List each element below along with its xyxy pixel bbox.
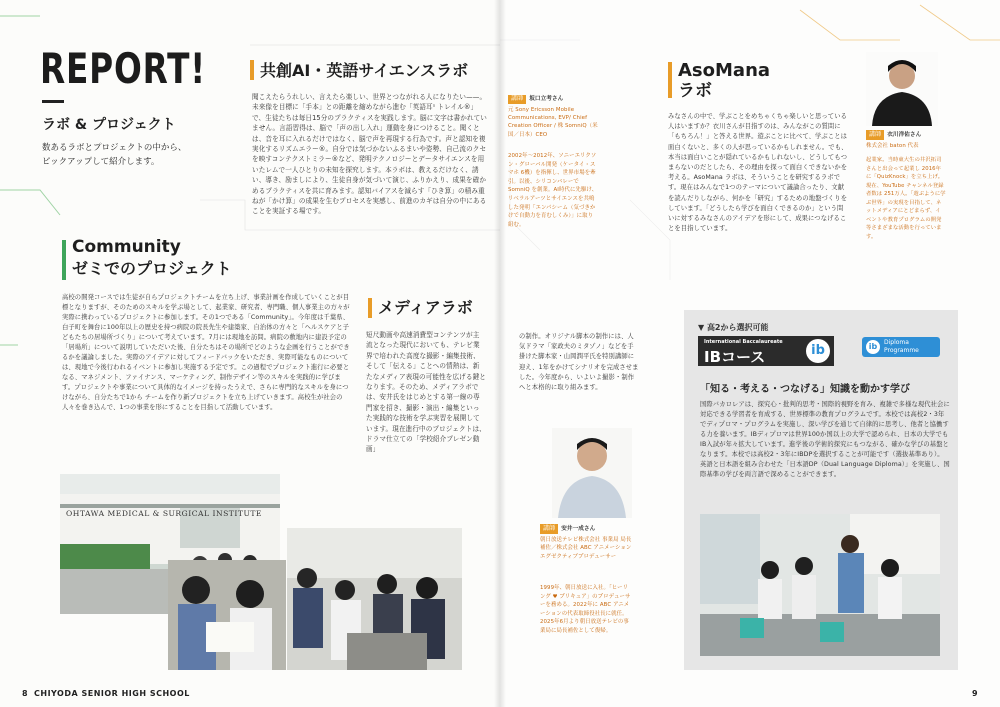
students-photo	[168, 560, 286, 670]
ib-catch: 「知る・考える・つなげる」知識を動かす学び	[700, 384, 910, 395]
report-lead-1: 数あるラボとプロジェクトの中から、	[42, 143, 187, 153]
ib-banner	[698, 336, 834, 366]
asomana-body: みなさんの中で、学ぶことをめちゃくちゃ楽しいと思っている人はいますか？衣川さんが目指すのは、みんながこの質問に「もちろん！」と答える世界。遊ぶことに比べて、学ぶことは面白くないと、多くの人が思っているかもしれません。でも、本当は面白いことが隠れているかもしれないし、どうしてもつまらないのだとしたら、その理由を探って面白くできないかを考える。AsoMana ラボは、そういうことを研究するラボです。現在はみんなで1つのテーマについて議論合ったり、文献を読んだりしながら、何かを「研究」するための地盤づくりをしています。「どうしたら学びを面白くできるのか」という問いに対するみなさんのアイデアを形にして、成果につなげることを目指しています。	[668, 113, 848, 233]
section-bar	[668, 62, 672, 98]
kinugawa-label	[866, 130, 946, 140]
science-lab-heading: 共創AI・英語サイエンスラボ	[260, 61, 469, 80]
section-bar	[62, 240, 66, 280]
yasui-bio: 1999年、朝日放送に入社。「ヒーリング ♥ プリキュア」のプロデューサーを務める。2022年に ABC アニメーションの代表取締役社長に就任。2025年6月より朝日放送テレビの事業局に局長補佐として復帰。	[540, 585, 631, 634]
instructor-tag: 講師	[866, 130, 884, 140]
report-lead-2: ピックアップして紹介します。	[42, 157, 160, 167]
sakaguchi-name: 坂口立考さん	[529, 96, 564, 102]
students-photo-art	[168, 560, 286, 670]
yasui-label	[540, 524, 632, 534]
yasui-portrait-art	[552, 428, 632, 518]
gutter-shadow	[494, 0, 506, 707]
yasui-portrait	[552, 428, 632, 518]
ib-banner-small: International Baccalaureate	[704, 339, 783, 345]
diploma-badge	[862, 337, 940, 357]
sakaguchi-title: 元 Sony Ericsson Mobile Communications, EVP/ Chief Creation Officer / 株 SomniQ（米国／日本）CEO	[508, 107, 598, 138]
report-title: REPORT!	[40, 44, 206, 93]
instructor-tag: 講師	[540, 524, 558, 534]
classroom-photo	[287, 528, 462, 670]
kinugawa-title: 株式会社 baton 代表	[866, 143, 919, 149]
sakaguchi-bio: 2002年～2012年、ソニーエリクソン・グローバル開発（ケータイ・スマホ 6機）を指揮し、世界市場を牽引。以後、シリコンバレーで SomniQ を創業。AI時代に先駆け、リベラルアーツとサイエンスを共鳴した発明「エンパシーム（気づきかけで自動力を育むしくみ）」に取り組む。	[508, 153, 598, 228]
yasui-title: 朝日放送テレビ株式会社 事業局 局長補佐／株式会社 ABC アニメーション エグゼクティブプロデューサー	[540, 537, 632, 560]
kinugawa-portrait-art	[866, 52, 938, 126]
diploma-line2: Programme	[884, 347, 919, 354]
sakaguchi-label	[508, 95, 596, 104]
media-lab-heading: メディアラボ	[378, 298, 473, 317]
report-subtitle: ラボ & プロジェクト	[42, 117, 176, 133]
science-lab-body: 聞こえたらうれしい、言えたら楽しい、世界とつながれる人になりたい——。未来像を目標に「手本」との距離を縮めながら進む「英語耳ˢ トレイル®」で、生徒たちは毎日15分のプラクティスを実践します。脳に文字は書かれていません。言語習得は、脳で「声の出し入れ」運動を身につけること。聞くとは、音を耳に入れるだけではなく、脳で声を再現する行為です。声と認知を複実化するリズムエラー®。自分では気づかないふるまいや姿勢、自己流のクセを映すコンテクストミラー®など、発明テクノロジーとデータサイエンスを用いたレムで一人ひとりの未知を探究します。本ラボは、教えるだけなく、誘い、導き、励ましにより、生徒自身が気づいて演じ、ふりかえり、成果を確かめるプラクティスを共に育みます。認知バイアスを減らす「ひき算」の積み重ねが「かけ算」の成果を生むプロセスを実感し、前進のカギは自分の中にあることを実証する場です。	[252, 93, 487, 216]
instructor-tag: 講師	[508, 95, 526, 104]
ib-logo-icon: ib	[806, 339, 830, 363]
classroom-photo-art	[287, 528, 462, 670]
section-bar	[250, 60, 254, 80]
community-heading-1: Community	[72, 237, 181, 257]
ib-grade-label: ▼ 高2から選択可能	[698, 323, 769, 332]
ib-classroom-photo-art	[700, 514, 940, 656]
community-heading-2: ゼミでのプロジェクト	[72, 259, 232, 278]
ib-banner-title: IBコース	[704, 348, 766, 366]
community-body: 高校の開発コースでは生徒が自らプロジェクトチームを立ち上げ、事業計画を作成していくことが目標となりますが、そのためのスキルを学ぶ場として、起業家、研究者、専門職、個人事業主の方々が実際に携わっているプロジェクトに参加します。その1つである「Community」。今年度は千葉県、白子町を舞台に100年以上の歴史を持つ病院の院長先生や建築家、自治体の方々と「ヘルスケアと子どもたちの居場所づくり」について考えています。7月には現地を訪問。病院の敷地内に建設予定の「居場所」について説明していただいた後、自分たちはその場所でどのような企画を行うことができるかを議論しました。実際のアイデアに対してフィードバックをいただき、実際可能なものについては、現地で今後行われるイベントに参加し実施する予定です。この過程でプロジェクト進行に必要となる、マネジメント、ファイナンス、マーケティング、制作デザイン等のスキルを実践的に学びます。プロジェクトや事業について具体的なイメージを持ったうえで、さらに専門的なスキルを身につけながら、自分たちで1から チームを作り新プロジェクトを立ち上げていきます。高校生が社会の人々を巻き込んで、1つの事業を形にすることを目指して活動しています。	[62, 294, 350, 411]
page-number-left: 8	[22, 689, 28, 698]
kinugawa-bio: 起業家。当時東大生の井沢拓司さんと出会って起業し 2016年に「QuizKnock」を立ち上げ。現在、YouTube チャンネル登録者数は 251万人。「遊ぶように学ぶ世界」の実現を目指して、ネットメディアにとどまらず、イベントや教育プログラムの開発等さまざまな活動を行っています。	[866, 157, 946, 240]
media-lab-body-cont: の制作。オリジナル脚本の制作には、人気ドラマ「家政夫のミタゾノ」などを手掛けた脚本家・山岡潤平氏を特別講師に迎え、1年をかけてシナリオを完成させました。今年度から、いよいよ撮影・制作へと本格的に取り組みます。	[519, 333, 639, 392]
title-rule	[42, 100, 64, 103]
hospital-sign: OHTAWA MEDICAL & SURGICAL INSTITUTE	[66, 509, 262, 518]
kinugawa-portrait	[866, 52, 938, 126]
school-name: CHIYODA SENIOR HIGH SCHOOL	[34, 689, 190, 698]
ib-body: 国際バカロレアは、探究心・批判的思考・国際的視野を育み、複雑で多様な現代社会に対応できる学習者を育成する、世界標準の教育プログラムです。本校では高校2・3年でディプロマ・プログラムを実施し、深い学びを通じて自律的に思考し、他者と協働する力を養います。IBディプロマは世界100か国以上の大学で認められ、日本の大学でもIB入試が年々拡大しています。進学後の学術的探究にもつながる、確かな学びの基盤となります。本校では高校2・3年にIBDPを選択することが可能です（選抜基準あり）。英語と日本語を組み合わせた「日本語DP（Dual Language Diploma）」を実施し、国際基準の学びを両言語で深めることができます。	[700, 401, 950, 478]
yasui-name: 安井一成さん	[561, 526, 596, 532]
page-number-right: 9	[972, 689, 978, 698]
kinugawa-name: 衣川洋佑さん	[887, 132, 922, 138]
diploma-logo-icon: ib	[866, 340, 880, 354]
diploma-line1: Diploma	[884, 339, 909, 346]
ib-classroom-photo	[700, 514, 940, 656]
asomana-heading-2: ラボ	[678, 81, 712, 101]
asomana-heading-1: AsoMana	[678, 60, 771, 81]
section-bar	[368, 298, 372, 318]
media-lab-body: 短尺動画や高速消費型コンテンツが主流となった現代においても、テレビ業界で培われた高度な撮影・編集技術、そして「伝える」ことへの情熱は、新たなメディア表現の可能性を広げる鍵となります。そのため、メディアラボでは、安井氏をはじめとする第一線の専門家を招き、撮影・演出・編集といった実践的な技術を学ぶ実習を展開しています。現在進行中のプロジェクトは、ドラマ仕立ての「学校紹介プレゼン動画」	[366, 331, 486, 454]
